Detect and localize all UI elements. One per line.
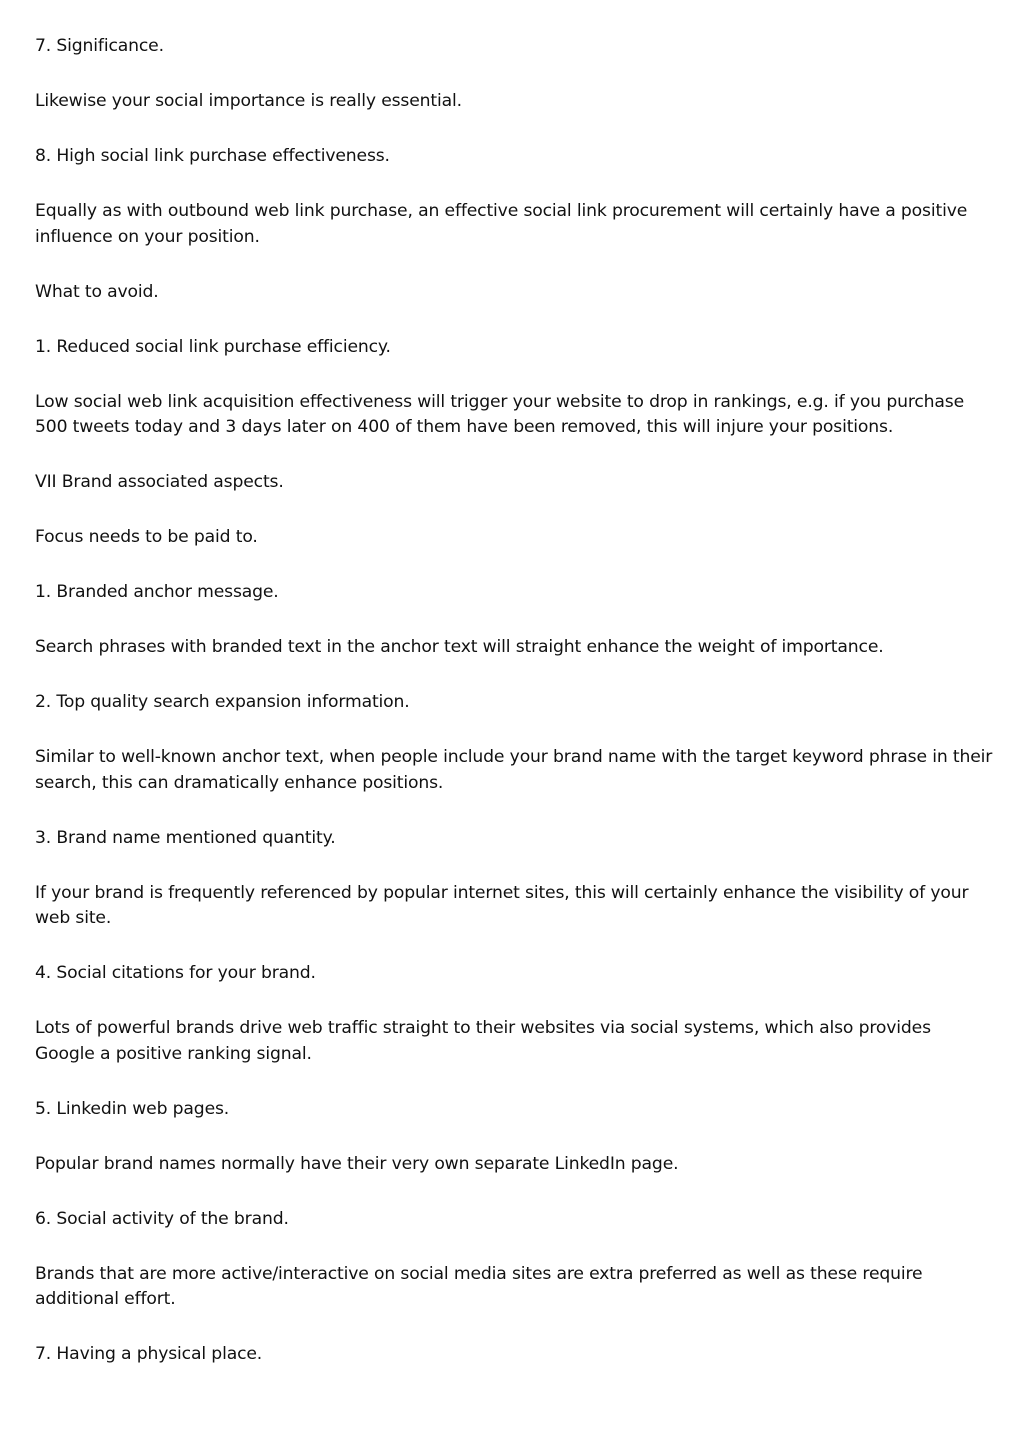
section-heading: 7. Having a physical place. (35, 1344, 263, 1364)
paragraph: Equally as with outbound web link purchase, an effective social link procurement will certainly have a positive influence on your position. (35, 201, 968, 247)
section-heading: 8. High social link purchase effectiveness. (35, 146, 390, 166)
paragraph: Low social web link acquisition effectiveness will trigger your website to drop in rankings, e.g. if you purchase 500 tweets today and 3 days later on 400 of them have been removed, this will injure your positions. (35, 391, 965, 437)
section-heading: 4. Social citations for your brand. (35, 963, 316, 983)
section-heading: 2. Top quality search expansion information. (35, 692, 410, 712)
document-body (35, 34, 995, 1397)
section-heading: 6. Social activity of the brand. (35, 1208, 289, 1229)
section-heading: What to avoid. (35, 281, 159, 302)
section-heading: 5. Linkedin web pages. (35, 1098, 230, 1119)
section-heading: 7. Significance. (35, 36, 164, 56)
paragraph: Brands that are more active/interactive on social media sites are extra preferred as well as these require additional effort. (35, 1263, 923, 1309)
paragraph: Focus needs to be paid to. (35, 527, 258, 547)
section-heading: VII Brand associated aspects. (35, 472, 284, 492)
section-heading: 1. Branded anchor message. (35, 582, 279, 602)
paragraph: Lots of powerful brands drive web traffic straight to their websites via social systems, which also provides Google a positive ranking signal. (35, 1018, 931, 1064)
section-heading: 1. Reduced social link purchase efficiency. (35, 336, 391, 357)
paragraph: Similar to well-known anchor text, when people include your brand name with the target keyword phrase in their search, this can dramatically enhance positions. (35, 747, 993, 793)
paragraph: If your brand is frequently referenced by popular internet sites, this will certainly enhance the visibility of your web site. (35, 882, 969, 928)
paragraph: Search phrases with branded text in the anchor text will straight enhance the weight of importance. (35, 637, 884, 657)
paragraph: Likewise your social importance is really essential. (35, 91, 462, 111)
section-heading: 3. Brand name mentioned quantity. (35, 827, 336, 848)
paragraph: Popular brand names normally have their very own separate LinkedIn page. (35, 1153, 679, 1174)
